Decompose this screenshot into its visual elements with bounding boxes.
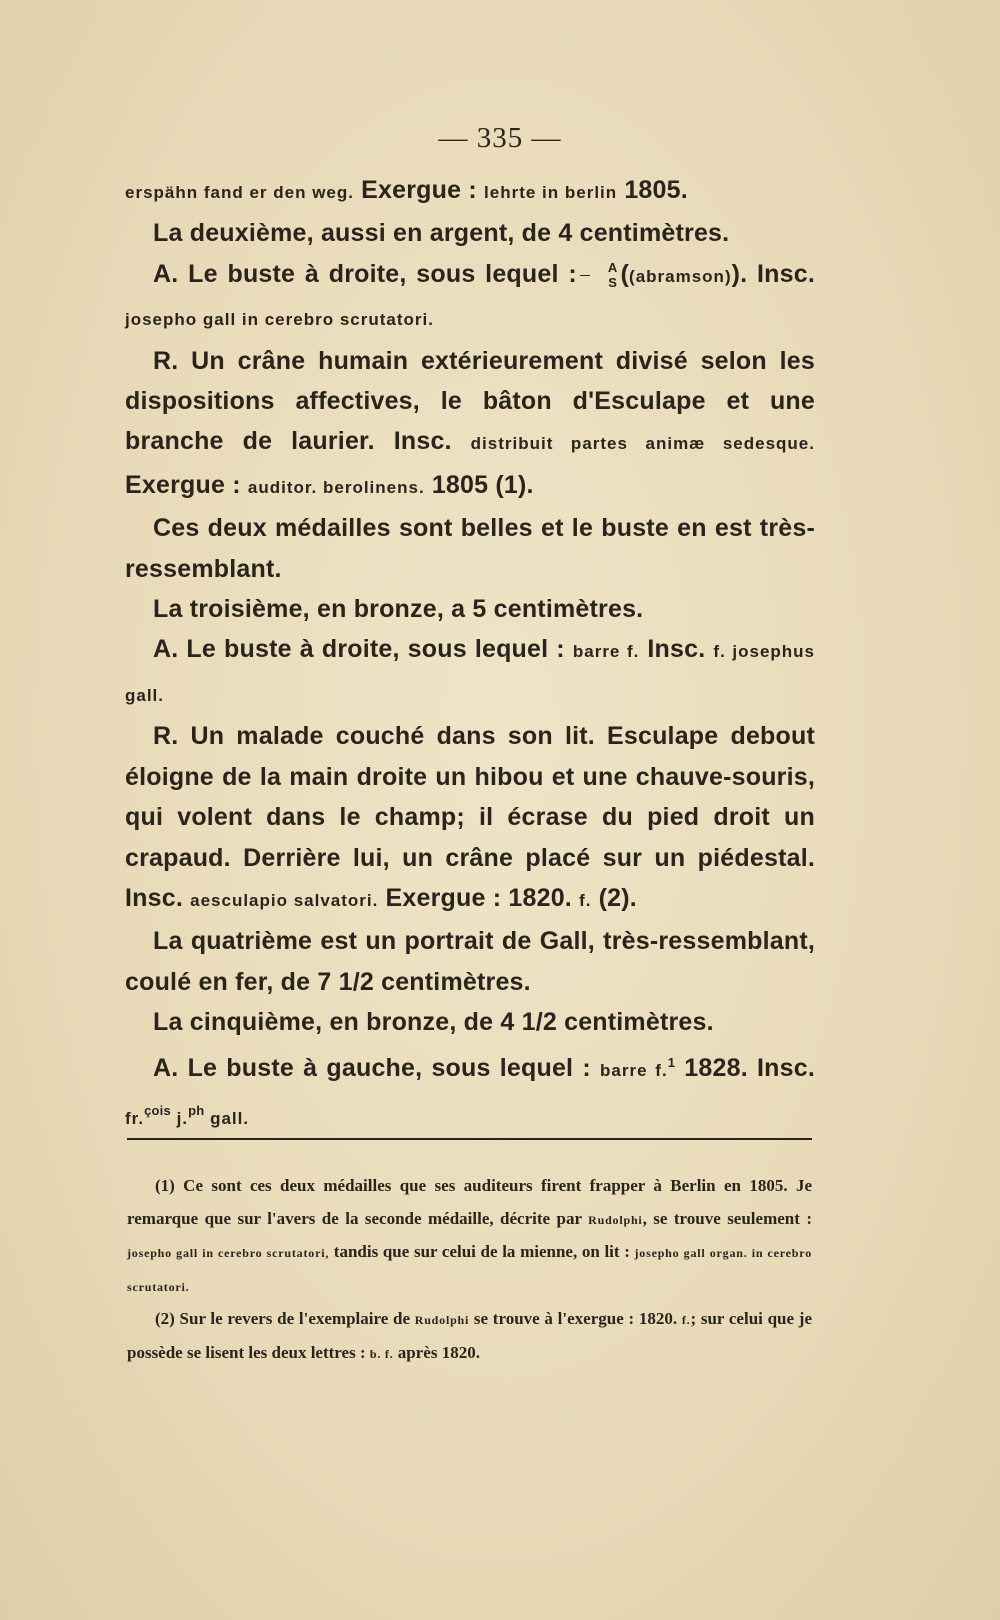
monogram-top: A (607, 259, 618, 275)
paragraph-second-medal-obverse: A. Le buste à droite, sous lequel : $\frac{A}{S}$ ((abramson)). Insc. josepho gall in cerebro scrutatori. (125, 259, 816, 330)
paragraph-second-medal-reverse (125, 341, 815, 509)
paragraph-second-medal: La deuxième, aussi en argent, de 4 centimètres. (153, 219, 730, 248)
text: (2) Sur le revers de l'exemplaire de (155, 1309, 415, 1329)
monogram-bar (580, 275, 590, 276)
text: A. Le buste à gauche, sous lequel : (153, 1053, 601, 1082)
monogram-bottom: S (608, 274, 618, 290)
footnotes (127, 1170, 812, 1371)
text: tandis que sur celui de la mienne, on lit : (329, 1242, 635, 1262)
inscription-text: barre f. (600, 1060, 668, 1080)
paragraph-medals-remark: Ces deux médailles sont belles et le buste en est très-ressemblant. (125, 514, 815, 583)
footnote-divider (127, 1138, 812, 1140)
text: A. Le buste à droite, sous lequel : (153, 259, 577, 288)
inscription-text: b. f. (369, 1346, 394, 1361)
inscription-text: distribuit partes animæ sedesque. (470, 434, 815, 454)
engraver-name: (abramson) (629, 266, 732, 286)
inscription-text: f. josephus gall. (125, 642, 816, 705)
author-name: Rudolphi (414, 1313, 470, 1328)
inscription-text: barre f. (572, 642, 640, 662)
text: Exergue : 1820. (378, 883, 580, 912)
text: (2). (591, 883, 637, 912)
main-text (125, 170, 815, 1139)
paragraph-fifth-medal-obverse (125, 1043, 815, 1140)
inscription-text: j. (170, 1108, 189, 1128)
text: R. Un malade couché dans son lit. Esculape debout éloigne de la main droite un hibou et une chauve-souris, qui volent dans le champ; il écrase du pied droit un crapaud. Derrière lui, un crâne placé sur un piédestal. Insc. (125, 722, 815, 912)
author-name: Rudolphi (588, 1212, 643, 1227)
text: 1828. Insc. (675, 1053, 815, 1082)
text: se trouve à l'exergue : 1820. (469, 1309, 682, 1329)
superscript: çois (144, 1102, 171, 1118)
text: R. Un crâne humain extérieurement divisé selon les dispositions affectives, le bâton d'Esculape et une branche de laurier. Insc. (125, 346, 815, 456)
text: . Insc. (740, 259, 816, 288)
text: Exergue : (125, 470, 248, 499)
inscription-text: fr. (125, 1108, 145, 1128)
superscript: 1 (667, 1054, 676, 1070)
inscription-text: lehrte in berlin (484, 183, 618, 202)
inscription-text: aesculapio salvatori. (190, 890, 379, 910)
text: , se trouve seulement : (642, 1208, 812, 1228)
paragraph-third-medal-obverse (125, 629, 815, 716)
text: 1805 (1). (424, 470, 534, 499)
inscription-text: josepho gall in cerebro scrutatori. (125, 310, 434, 330)
text: après 1820. (393, 1342, 480, 1362)
text: ; sur celui que je possède se lisent les deux lettres : (127, 1309, 812, 1362)
text: Exergue : (354, 176, 485, 204)
footnote-1 (127, 1170, 812, 1303)
inscription-text: gall. (204, 1108, 250, 1128)
engraver-monogram (580, 259, 618, 290)
text: (1) Ce sont ces deux médailles que ses auditeurs firent frapper à Berlin en 1805. Je remarque que sur l'avers de la seconde médaille, décrite par (127, 1176, 812, 1228)
inscription-text: f. (579, 890, 592, 910)
text: A. Le buste à droite, sous lequel : (153, 635, 573, 664)
paragraph-fourth-medal: La quatrième est un portrait de Gall, très-ressemblant, coulé en fer, de 7 1/2 centimètres. (125, 927, 815, 996)
inscription-text: josepho gall in cerebro scrutatori, (127, 1246, 330, 1261)
paragraph-third-medal: La troisième, en bronze, a 5 centimètres. (153, 595, 644, 624)
inscription-text: erspähn fand er den weg. (125, 183, 354, 202)
inscription-text: auditor. berolinens. (247, 477, 425, 497)
paragraph-third-medal-reverse (125, 716, 815, 921)
footnote-2 (127, 1303, 812, 1370)
inscription-text: f. (681, 1313, 691, 1328)
text: 1805. (617, 176, 688, 204)
inscription-text: josepho gall organ. in cerebro scrutatori. (127, 1246, 812, 1294)
page-number: — 335 — (438, 122, 562, 154)
superscript: ph (188, 1102, 205, 1118)
paragraph-inscription-continued (125, 170, 815, 213)
text: Insc. (639, 635, 714, 664)
paragraph-fifth-medal: La cinquième, en bronze, de 4 1/2 centimètres. (153, 1008, 714, 1037)
